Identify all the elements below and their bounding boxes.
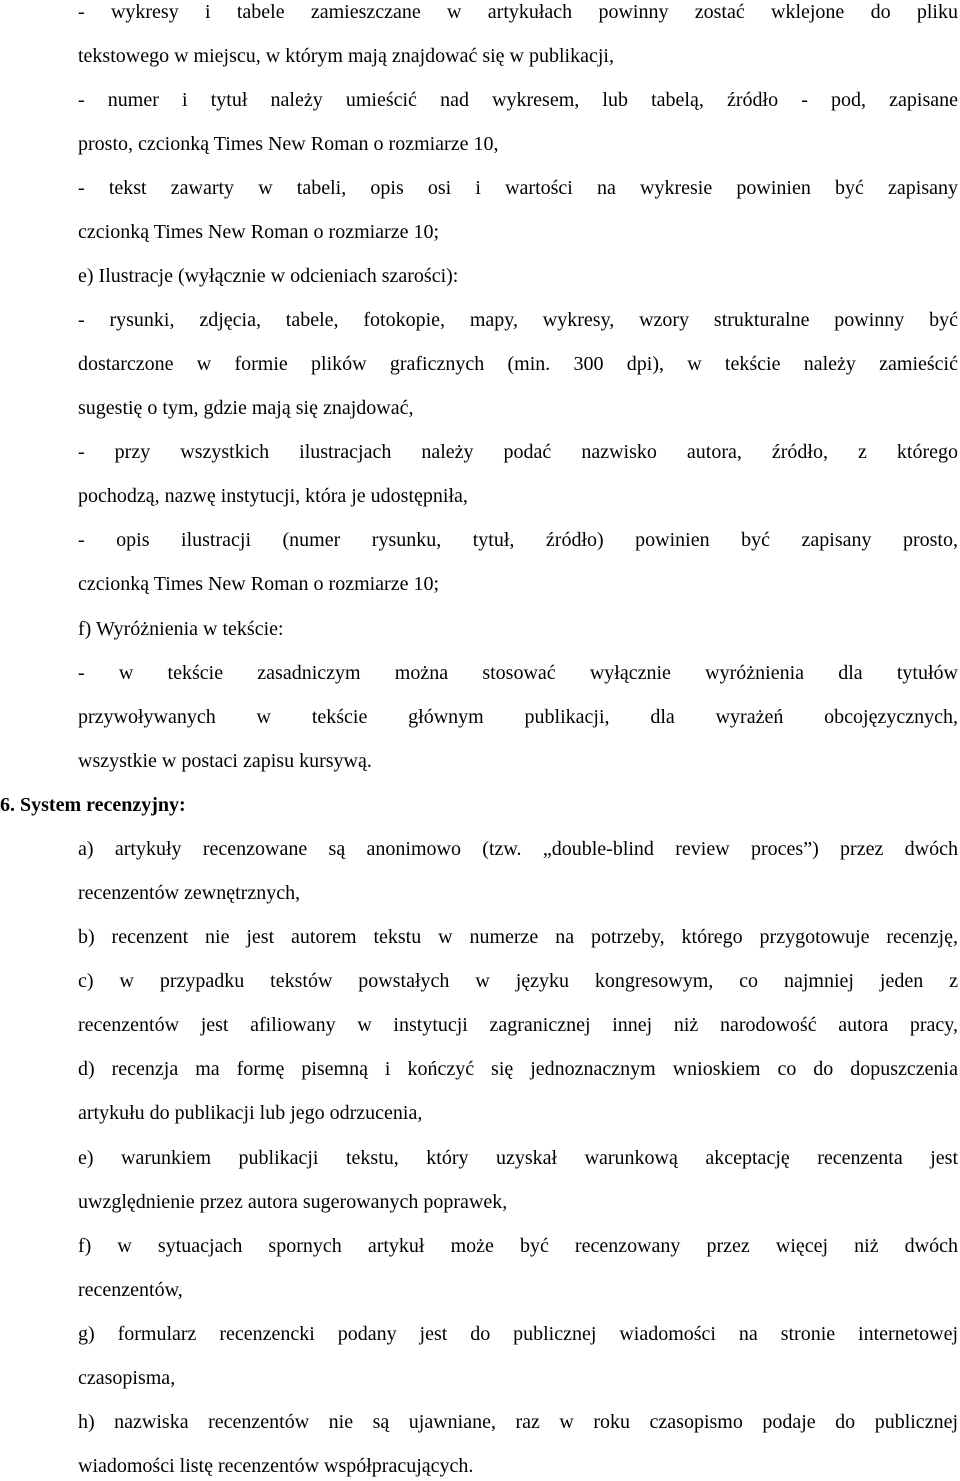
text-line: recenzentów zewnętrznych, (78, 882, 301, 904)
text-line: pochodzą, nazwę instytucji, która je udostępniła, (78, 485, 468, 507)
text-line: - wykresy i tabele zamieszczane w artykułach powinny zostać wklejone do pliku (78, 1, 958, 23)
list-item: f) w sytuacjach spornych artykuł może być recenzowany przez więcej niż dwóch (78, 1235, 958, 1257)
list-item: b) recenzent nie jest autorem tekstu w numerze na potrzeby, którego przygotowuje recenzję, (78, 926, 958, 948)
text-line: przywoływanych w tekście głównym publikacji, dla wyrażeń obcojęzycznych, (78, 706, 958, 728)
text-line: recenzentów, (78, 1279, 183, 1301)
text-line: recenzentów jest afiliowany w instytucji zagranicznej innej niż narodowość autora pracy, (78, 1014, 958, 1036)
text-line: - tekst zawarty w tabeli, opis osi i wartości na wykresie powinien być zapisany (78, 177, 958, 199)
text-line: dostarczone w formie plików graficznych (min. 300 dpi), w tekście należy zamieścić (78, 353, 958, 375)
text-line: sugestię o tym, gdzie mają się znajdować, (78, 397, 414, 419)
text-line: prosto, czcionką Times New Roman o rozmiarze 10, (78, 133, 499, 155)
text-line: - przy wszystkich ilustracjach należy podać nazwisko autora, źródło, z którego (78, 441, 958, 463)
text-line: czasopisma, (78, 1367, 176, 1389)
text-line: - numer i tytuł należy umieścić nad wykresem, lub tabelą, źródło - pod, zapisane (78, 89, 958, 111)
subsection-heading: e) Ilustracje (wyłącznie w odcieniach szarości): (78, 265, 459, 287)
text-line: - rysunki, zdjęcia, tabele, fotokopie, mapy, wykresy, wzory strukturalne powinny być (78, 309, 958, 331)
text-line: uwzględnienie przez autora sugerowanych poprawek, (78, 1191, 508, 1213)
text-line: wszystkie w postaci zapisu kursywą. (78, 750, 372, 772)
list-item: g) formularz recenzencki podany jest do publicznej wiadomości na stronie internetowej (78, 1323, 958, 1345)
text-line: czcionką Times New Roman o rozmiarze 10; (78, 573, 440, 595)
text-line: artykułu do publikacji lub jego odrzucenia, (78, 1102, 423, 1124)
subsection-heading: f) Wyróżnienia w tekście: (78, 618, 284, 640)
list-item: e) warunkiem publikacji tekstu, który uzyskał warunkową akceptację recenzenta jest (78, 1147, 958, 1169)
text-line: wiadomości listę recenzentów współpracujących. (78, 1455, 474, 1477)
list-item: a) artykuły recenzowane są anonimowo (tzw. „double-blind review proces”) przez dwóch (78, 838, 958, 860)
list-item: c) w przypadku tekstów powstałych w języku kongresowym, co najmniej jeden z (78, 970, 958, 992)
list-item: h) nazwiska recenzentów nie są ujawniane, raz w roku czasopismo podaje do publicznej (78, 1411, 958, 1433)
text-line: czcionką Times New Roman o rozmiarze 10; (78, 221, 440, 243)
list-item: d) recenzja ma formę pisemną i kończyć się jednoznacznym wnioskiem co do dopuszczenia (78, 1058, 958, 1080)
text-line: tekstowego w miejscu, w którym mają znajdować się w publikacji, (78, 45, 614, 67)
section-heading: 6. System recenzyjny: (0, 794, 186, 816)
text-line: - w tekście zasadniczym można stosować wyłącznie wyróżnienia dla tytułów (78, 662, 958, 684)
text-line: - opis ilustracji (numer rysunku, tytuł, źródło) powinien być zapisany prosto, (78, 529, 958, 551)
